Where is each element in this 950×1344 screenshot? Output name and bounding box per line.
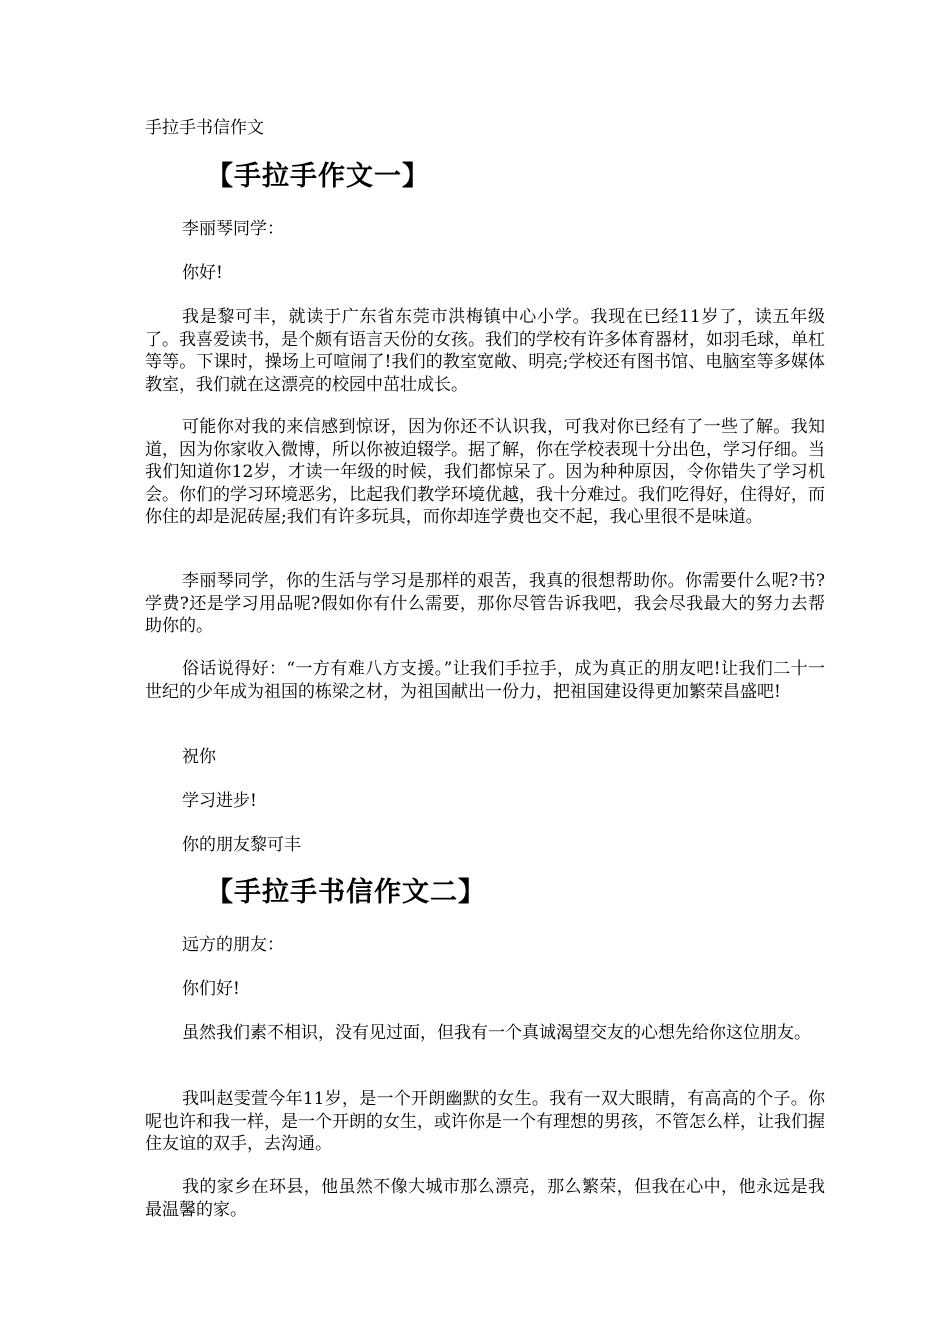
letter1-signature: 你的朋友黎可丰 [182,835,301,855]
letter1-paragraph-2: 可能你对我的来信感到惊讶，因为你还不认识我，可我对你已经有了一些了解。我知道，因为你家收入微博，所以你被迫辍学。据了解，你在学校表现十分出色，学习仔细。当我们知道你12岁，才读一年级的时候，我们都惊呆了。因为种种原因，令你错失了学习机会。你们的学习环境恶劣，比起我们教学环境优越，我十分难过。我们吃得好，住得好，而你住的却是泥砖屋;我们有许多玩具，而你却连学费也交不起，我心里很不是味道。 [145,417,825,527]
letter1-paragraph-1: 我是黎可丰，就读于广东省东莞市洪梅镇中心小学。我现在已经11岁了，读五年级了。我喜爱读书，是个颇有语言天份的女孩。我们的学校有许多体育器材，如羽毛球，单杠等等。下课时，操场上可喧闹了!我们的教室宽敞、明亮;学校还有图书馆、电脑室等多媒体教室，我们就在这漂亮的校园中茁壮成长。 [145,307,825,395]
letter2-salutation: 远方的朋友： [182,935,284,955]
letter1-salutation: 李丽琴同学： [182,219,284,239]
letter2-greeting: 你们好! [182,979,240,999]
section-heading-2: 【手拉手书信作文二】 [206,877,486,908]
letter2-paragraph-2: 我叫赵雯萱今年11岁，是一个开朗幽默的女生。我有一双大眼睛，有高高的个子。你呢也许和我一样，是一个开朗的女生，或许你是一个有理想的男孩，不管怎么样，让我们握住友谊的双手，去沟通。 [145,1089,825,1154]
section-heading-1: 【手拉手作文一】 [206,161,430,192]
letter1-closing-blessing: 学习进步! [182,791,257,811]
letter1-closing-wish: 祝你 [182,747,216,767]
letter1-greeting: 你好! [182,263,223,283]
letter2-paragraph-3: 我的家乡在环县，他虽然不像大城市那么漂亮，那么繁荣，但我在心中，他永远是我最温馨的家。 [145,1177,825,1220]
letter2-paragraph-1: 虽然我们素不相识，没有见过面，但我有一个真诚渴望交友的心想先给你这位朋友。 [182,1023,811,1043]
document-title: 手拉手书信作文 [145,118,264,138]
letter1-paragraph-4: 俗话说得好：“一方有难八方支援。”让我们手拉手，成为真正的朋友吧!让我们二十一世纪的少年成为祖国的栋梁之材，为祖国献出一份力，把祖国建设得更加繁荣昌盛吧! [145,659,825,702]
letter1-paragraph-3: 李丽琴同学，你的生活与学习是那样的艰苦，我真的很想帮助你。你需要什么呢?书?学费?还是学习用品呢?假如你有什么需要，那你尽管告诉我吧，我会尽我最大的努力去帮助你的。 [145,571,825,636]
